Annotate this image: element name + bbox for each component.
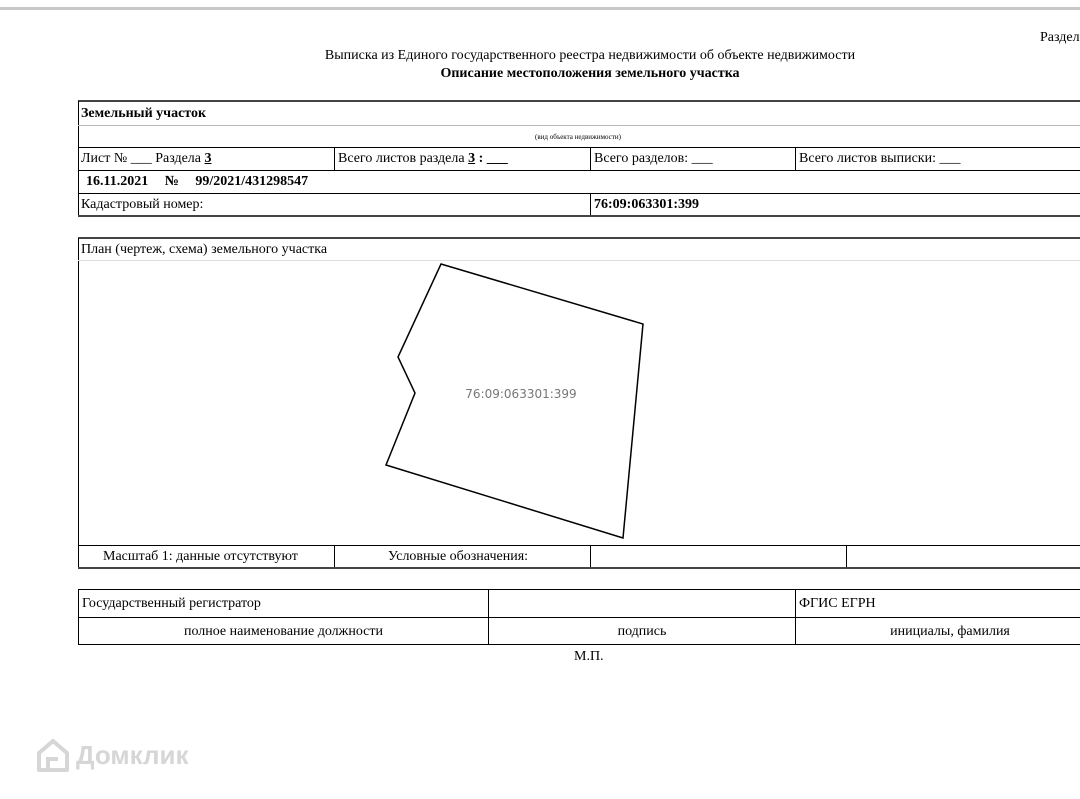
table-border-top [78, 100, 1080, 102]
parcel-boundary [386, 264, 643, 538]
scale-label: Масштаб 1: данные отсутствуют [103, 549, 298, 564]
section-corner-label: Раздел [1040, 30, 1080, 45]
divider [78, 125, 1080, 126]
divider [78, 545, 1080, 546]
top-border [0, 7, 1080, 10]
legend-label: Условные обозначения: [388, 549, 529, 564]
divider [590, 545, 591, 568]
plan-title: План (чертеж, схема) земельного участка [81, 242, 328, 257]
divider [78, 147, 1080, 148]
divider [334, 147, 335, 170]
divider [78, 193, 1080, 194]
signature-table-top [78, 589, 1080, 590]
divider [590, 147, 591, 170]
registrar-name: ФГИС ЕГРН [799, 596, 876, 611]
document-title: Выписка из Единого государственного реестра недвижимости об объекте недвижимости [324, 48, 856, 63]
table-border-bottom [78, 215, 1080, 217]
sheet-number: Лист № ___ Раздела 3 [81, 151, 212, 166]
caption-position: полное наименование должности [183, 624, 384, 639]
parcel-plan [80, 258, 1080, 545]
object-type-caption: (вид объекта недвижимости) [535, 133, 621, 141]
divider [795, 147, 796, 170]
house-icon [36, 737, 70, 773]
plan-border-left [78, 238, 79, 568]
total-sheets-extract: Всего листов выписки: ___ [799, 151, 961, 166]
watermark [36, 735, 188, 775]
caption-signature: подпись [617, 624, 667, 639]
total-sheets-section: Всего листов раздела 3 : ___ [338, 151, 508, 166]
watermark-text: Домклик [76, 739, 189, 770]
stamp-place: М.П. [574, 649, 604, 664]
plan-border-bottom [78, 567, 1080, 569]
plan-border-top [78, 237, 1080, 239]
table-border-left [78, 101, 79, 216]
divider [846, 545, 847, 568]
parcel-label: 76:09:063301:399 [465, 387, 577, 401]
registrar-position: Государственный регистратор [82, 596, 261, 611]
cadastral-label: Кадастровый номер: [81, 197, 204, 212]
object-type: Земельный участок [81, 106, 207, 121]
divider [334, 545, 335, 568]
divider [590, 193, 591, 216]
extract-date-number: 16.11.2021 № 99/2021/431298547 [86, 174, 309, 189]
cadastral-number: 76:09:063301:399 [594, 197, 699, 212]
signature-table-bottom [78, 644, 1080, 645]
total-sections: Всего разделов: ___ [594, 151, 713, 166]
divider [78, 170, 1080, 171]
divider [78, 617, 1080, 618]
caption-name: инициалы, фамилия [890, 624, 1010, 639]
section-number: 3 [204, 151, 212, 166]
document-subtitle: Описание местоположения земельного участка [440, 66, 740, 81]
